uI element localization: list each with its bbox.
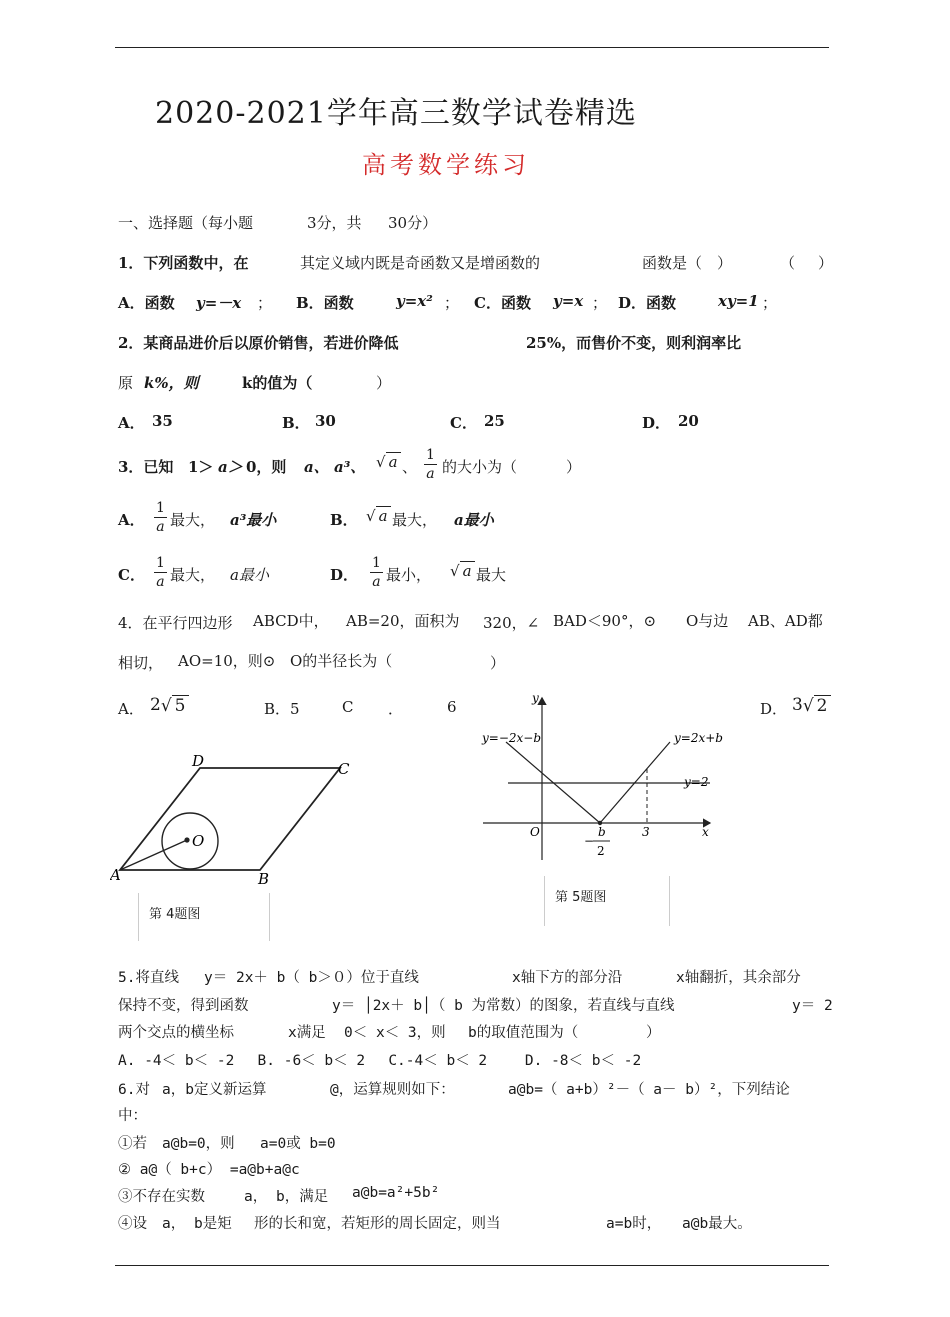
q1-stem-b: 其定义域内既是奇函数又是增函数的 (300, 254, 541, 272)
q1-stem: 1．下列函数中，在 (118, 254, 249, 272)
q3-option-c-t2: a最小 (230, 566, 269, 584)
label-origin: O (530, 825, 540, 839)
q1-sep: ； (592, 294, 608, 312)
q3-option-b-radical: √ a (366, 506, 391, 525)
q1-option-b-expr: y=x² (396, 292, 433, 310)
q2-line2c: k的值为（ (242, 374, 313, 392)
q1-option-a-label: A．函数 (118, 294, 175, 312)
q5-line3d: b的取值范围为（ (468, 1025, 579, 1041)
q2-line2b: k%，则 (144, 374, 199, 392)
label-tick-3: 3 (642, 825, 650, 839)
q1-option-d-label: D．函数 (618, 294, 677, 312)
q3-text-f: a³、 (334, 458, 366, 476)
section-label: 一、选择题（每小题 (118, 214, 254, 232)
q3-option-a-fraction: $\frac{1}{a}$ (156, 500, 165, 535)
q3-option-c-fraction: $\frac{1}{a}$ (156, 555, 165, 590)
q2-line1a: 2．某商品进价后以原价销售，若进价降低 (118, 334, 399, 352)
top-rule (115, 47, 829, 48)
q1-option-a-expr: y=－x (196, 294, 242, 312)
q1-option-d-expr: xy=1 (718, 292, 759, 310)
q5-line3b: x满足 (288, 1025, 326, 1041)
q6-item1c: a=0或 b=0 (260, 1136, 336, 1152)
q3-text-d: 0，则 (246, 458, 287, 476)
q3-option-d-t2: 最大 (476, 566, 507, 584)
q3-option-a-t2: a³最小 (230, 511, 277, 529)
q4-line1a: 4．在平行四边形 (118, 614, 233, 632)
q5-line2c: y＝ 2 (792, 998, 833, 1014)
q3-option-d-t1: 最小， (386, 566, 432, 584)
q3-text-b: 1＞ (188, 458, 214, 476)
q6-item3b: a， b，满足 (244, 1189, 329, 1205)
q4-line1f: O与边 (686, 612, 729, 630)
label-vertex-num: b (598, 825, 606, 839)
q4-line1e: BAD＜90°，⊙ (553, 612, 657, 630)
section-score: 3分，共 (307, 214, 362, 232)
q6-item1a: ①若 (118, 1136, 147, 1152)
q6-item3c: a@b=a²+5b² (352, 1185, 440, 1201)
q5-line2a: 保持不变，得到函数 (118, 998, 249, 1014)
q2-line2d: ） (376, 374, 392, 392)
q5-line2b: y＝ │2x＋ b│（ b 为常数）的图象，若直线与直线 (332, 998, 675, 1014)
q2-line2a: 原 (118, 374, 134, 392)
label-right-line: y=2x+b (674, 731, 723, 745)
q3-text-h: 的大小为（ (442, 458, 518, 476)
q4-option-d-value: 3√ 2 (792, 695, 831, 716)
bottom-rule (115, 1265, 829, 1266)
label-vertex-den: 2 (597, 844, 605, 858)
q3-option-c-t1: 最大， (170, 566, 216, 584)
q4-option-a-label: A． (118, 700, 144, 718)
q3-option-d-fraction: $\frac{1}{a}$ (372, 555, 381, 590)
section-total: 30分） (388, 214, 438, 232)
q1-sep: ； (257, 294, 273, 312)
point-o (184, 837, 189, 842)
q1-paren-right: ） (818, 254, 834, 272)
q6-item4e: a@b最大。 (682, 1216, 752, 1232)
q6-item4a: ④设 (118, 1216, 147, 1232)
q6-line1a: 6.对 (118, 1082, 150, 1098)
q6-line1d: a@b=（ a+b）²－（ a－ b）²，下列结论 (508, 1082, 790, 1098)
q4-option-a-value: 2√ 5 (150, 695, 189, 716)
q5-line3a: 两个交点的横坐标 (118, 1025, 234, 1041)
q3-option-b-label: B． (330, 511, 358, 529)
q6-item1b: a@b=0，则 (162, 1136, 235, 1152)
label-y-axis: y (532, 691, 539, 705)
q4-line2a: 相切， (118, 654, 164, 672)
q4-line1g: AB、AD都 (748, 612, 823, 630)
q4-option-c-sep: ． (388, 700, 404, 718)
q3-option-c-label: C． (118, 566, 145, 584)
q6-line2: 中： (118, 1108, 147, 1124)
q6-line1c: @，运算规则如下： (330, 1082, 455, 1098)
q4-option-c: C (342, 698, 354, 716)
figure-5-caption-box (544, 876, 670, 926)
q4-line1b: ABCD中， (253, 612, 329, 630)
q1-sep: ； (762, 294, 778, 312)
q5-line1c: x轴下方的部分沿 (512, 970, 623, 986)
q6-item4c: 形的长和宽，若矩形的周长固定，则当 (254, 1216, 501, 1232)
q4-option-d-label: D． (760, 700, 788, 718)
q1-stem-c: 函数是（ ） (642, 254, 733, 272)
q3-option-a-label: A． (118, 511, 145, 529)
q3-text-g: 、 (402, 458, 418, 476)
q3-text-a: 3．已知 (118, 458, 174, 476)
q5-line1d: x轴翻折，其余部分 (676, 970, 801, 986)
label-left-line: y=−2x−b (482, 731, 542, 745)
q5-line3e: ） (646, 1025, 661, 1041)
q4-line2c: O的半径长为（ (290, 652, 393, 670)
page-subtitle: 高考数学练习 (362, 151, 530, 179)
q3-text-i: ） (566, 458, 582, 476)
q1-sep: ； (444, 294, 460, 312)
q1-paren-left: （ (780, 254, 796, 272)
q4-option-c-value: 6 (447, 698, 457, 716)
q4-line1c: AB=20，面积为 (346, 612, 460, 630)
figure-5-graph (478, 690, 738, 865)
label-vertex-sign: − (584, 834, 595, 848)
q3-option-d-radical: √ a (450, 561, 475, 580)
q3-fraction: $\frac{1}{a}$ (426, 447, 435, 482)
q5-line1b: y＝ 2x＋ b（ b＞０）位于直线 (204, 970, 419, 986)
q3-text-e: a、 (304, 458, 329, 476)
q3-option-d-label: D． (330, 566, 359, 584)
q2-option-c-label: C． (450, 414, 477, 432)
q1-option-c-expr: y=x (553, 292, 584, 310)
label-a: A (110, 866, 121, 884)
circle-o (162, 813, 218, 869)
q4-line2b: AO=10，则⊙ (178, 652, 276, 670)
label-horizontal: y=2 (684, 775, 709, 789)
q3-radical: √ a (376, 452, 401, 471)
q2-line1b: 25%，而售价不变，则利润率比 (526, 334, 742, 352)
q5-options: A. -4＜ b＜ -2 B. -6＜ b＜ 2 C.-4＜ b＜ 2 D. -8＜ b＜ -2 (118, 1053, 642, 1069)
q1-option-c-label: C．函数 (474, 294, 531, 312)
q6-line1b: a，b定义新运算 (162, 1082, 267, 1098)
q6-item3a: ③不存在实数 (118, 1189, 205, 1205)
q2-option-d-label: D． (642, 414, 671, 432)
q2-option-b-label: B． (282, 414, 310, 432)
q2-option-b-value: 30 (315, 412, 336, 430)
q2-option-c-value: 25 (484, 412, 505, 430)
q1-option-b-label: B．函数 (296, 294, 354, 312)
q6-item2: ② a@（ b+c） =a@b+a@c (118, 1162, 300, 1178)
q6-item4b: a， b是矩 (162, 1216, 232, 1232)
q5-line3c: 0＜ x＜ 3，则 (344, 1025, 446, 1041)
q2-option-a-label: A． (118, 414, 145, 432)
label-o: O (192, 832, 205, 850)
q3-option-b-t2: a最小 (454, 511, 494, 529)
q3-option-a-t1: 最大， (170, 511, 216, 529)
figure-5-caption: 第 5题图 (555, 890, 607, 905)
label-b: B (258, 870, 270, 888)
label-c: C (338, 760, 350, 778)
q3-text-c: a＞ (218, 458, 243, 476)
q4-line2d: ） (490, 654, 506, 672)
label-x-axis: x (702, 825, 709, 839)
figure-4-caption: 第 4题图 (149, 907, 201, 922)
q3-option-b-t1: 最大， (392, 511, 438, 529)
q6-item4d: a=b时， (606, 1216, 662, 1232)
figure-4-parallelogram (110, 748, 360, 888)
label-d: D (192, 752, 205, 770)
q2-option-d-value: 20 (678, 412, 699, 430)
q4-option-b: B．5 (264, 700, 300, 718)
q5-line1a: 5.将直线 (118, 970, 179, 986)
q4-line1d: 320，∠ (483, 614, 540, 632)
figure-4-caption-box (138, 893, 270, 941)
q2-option-a-value: 35 (152, 412, 173, 430)
page-title: 2020-2021学年高三数学试卷精选 (155, 96, 637, 131)
